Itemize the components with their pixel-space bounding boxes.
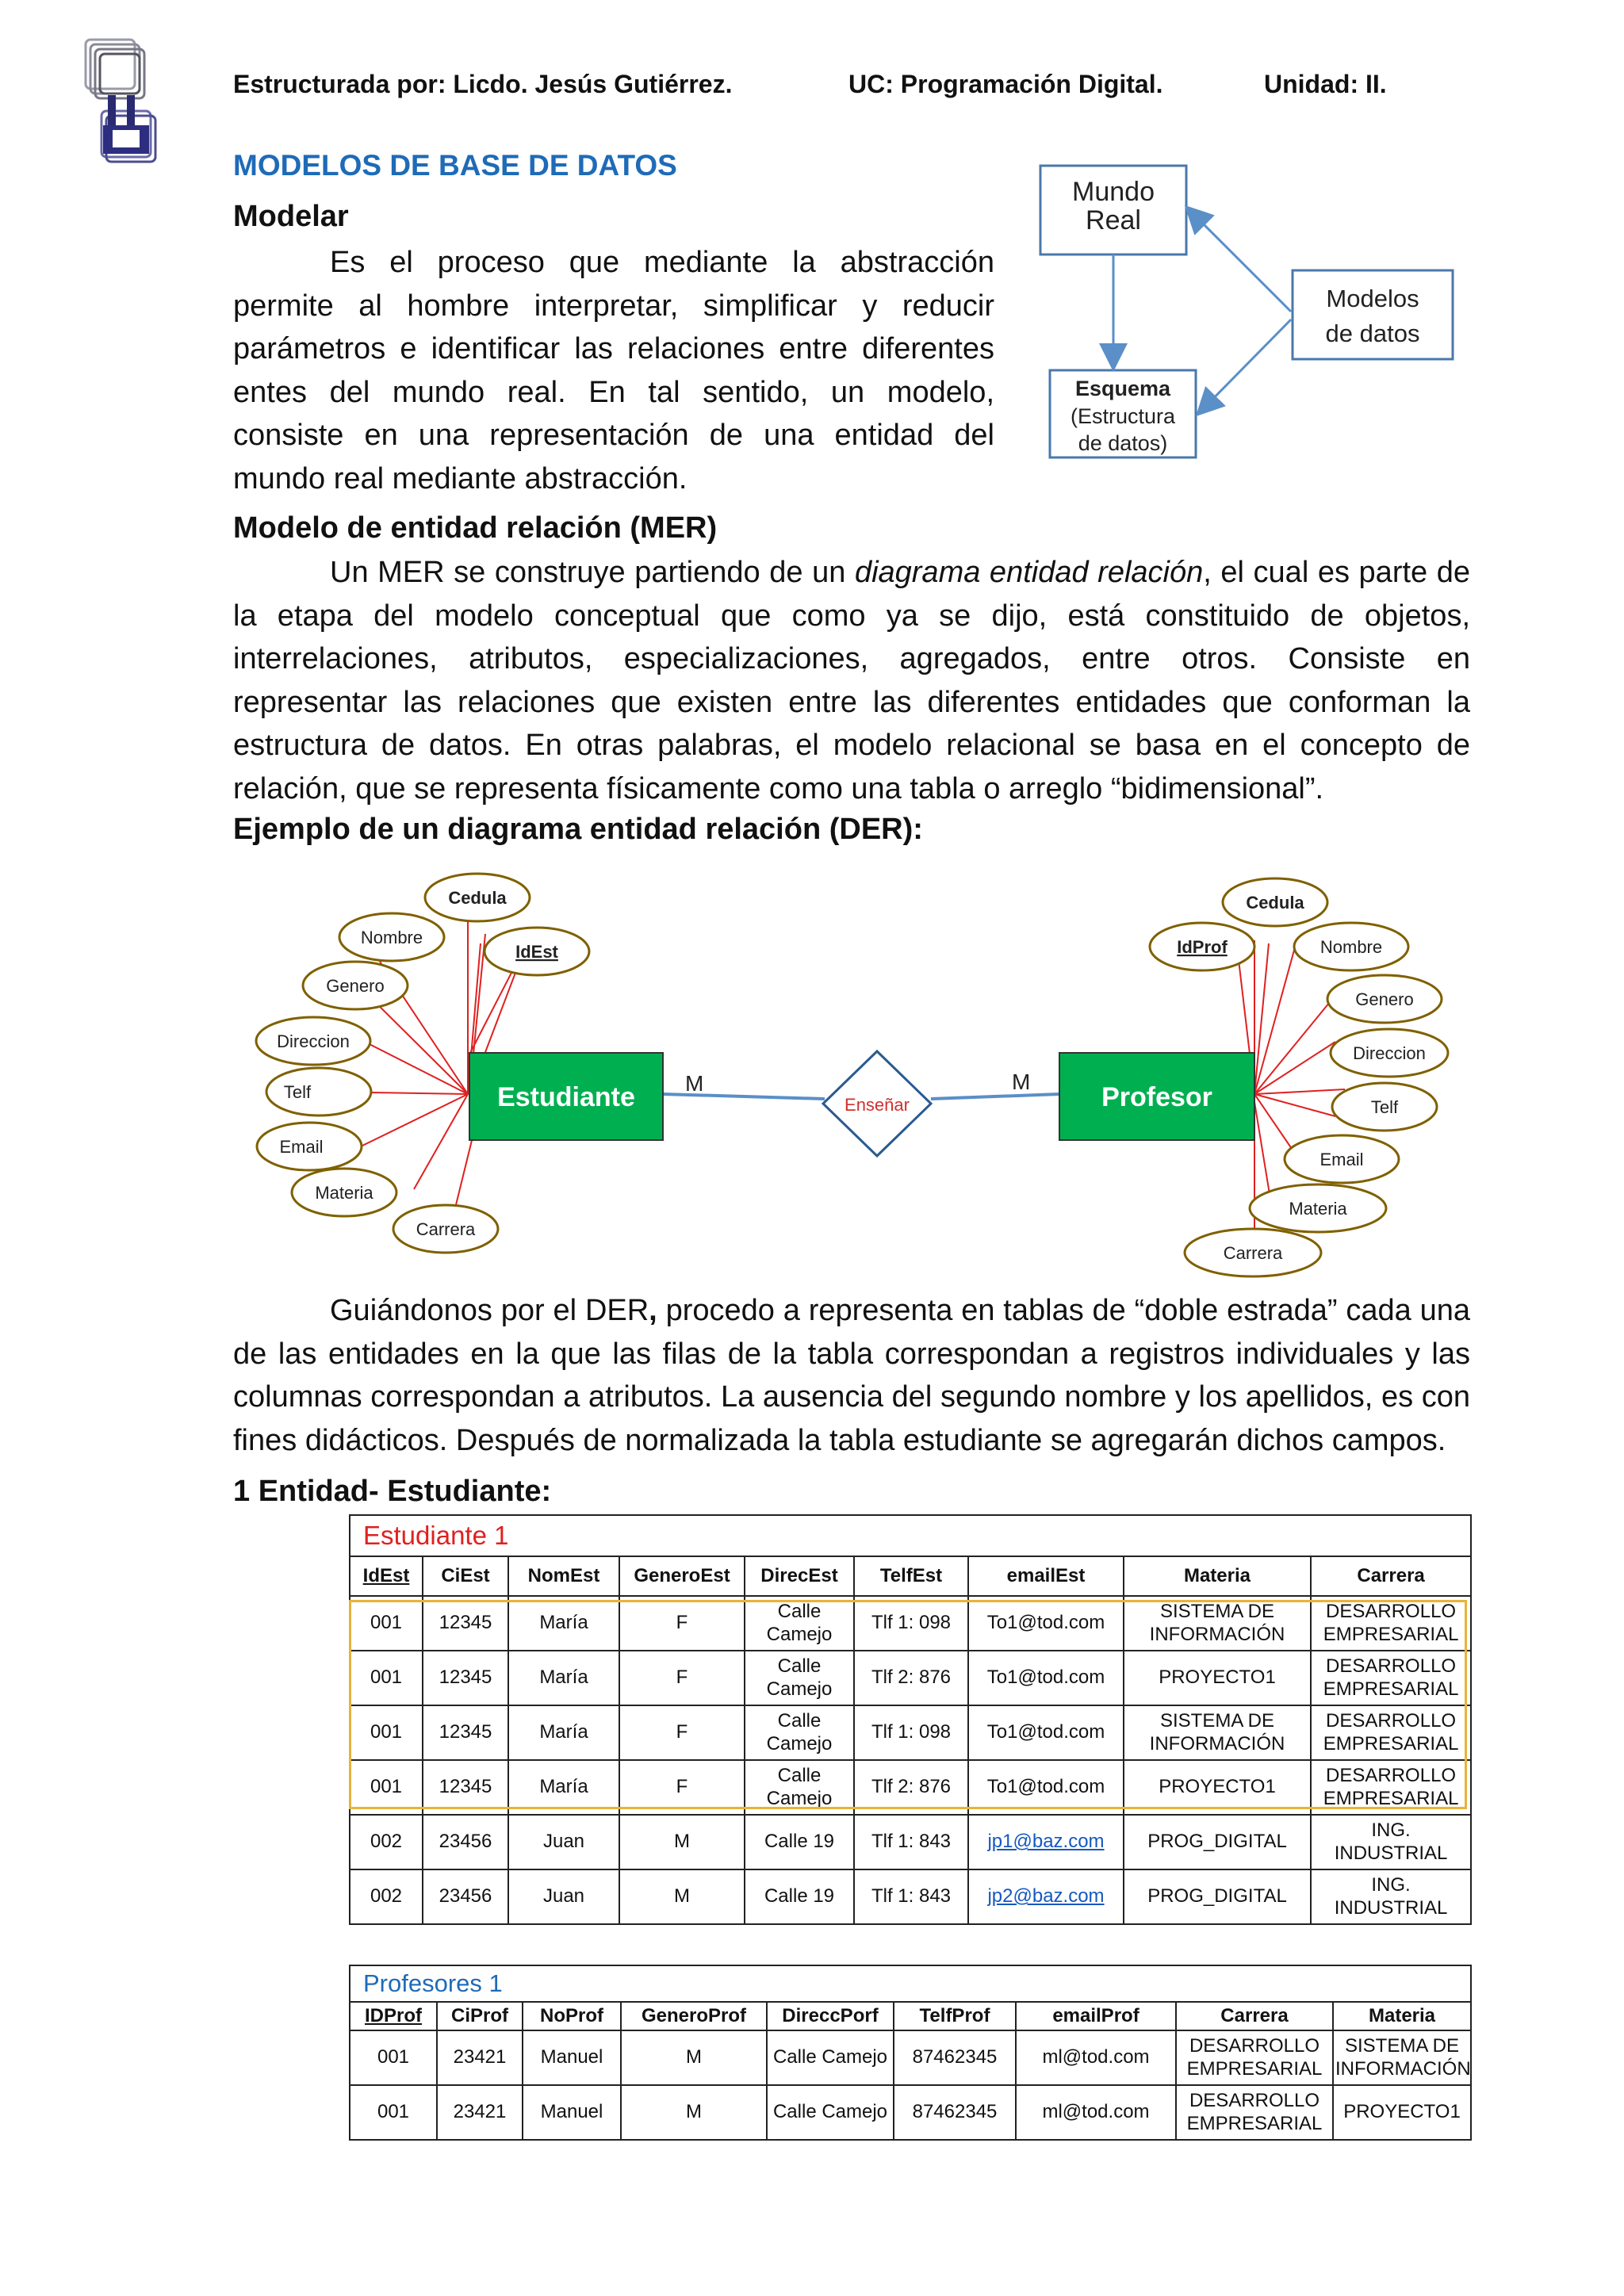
cell: María [508,1651,619,1705]
cell: María [508,1596,619,1651]
email-link[interactable]: jp1@baz.com [968,1815,1124,1869]
col-direcest: DirecEst [745,1556,854,1596]
cell: DESARROLLO EMPRESARIAL [1176,2030,1333,2085]
col-generoest: GeneroEst [619,1556,745,1596]
model-flow-diagram [1031,155,1475,472]
esquema-label-3: de datos) [1078,431,1168,455]
relation-line-right [931,1094,1059,1099]
modelar-paragraph [233,241,994,500]
mundo-real-label-2: Real [1086,205,1141,235]
col-noprof: NoProf [523,2002,621,2030]
cell: Tlf 1: 843 [854,1815,968,1869]
mer-body-start: Un MER se construye partiendo de un [330,556,855,589]
cell: Manuel [523,2085,621,2140]
cell: PROYECTO1 [1333,2085,1471,2140]
table-row [350,1815,1471,1869]
col-idprof: IDProf [350,2002,437,2030]
attr-right-materia: Materia [1289,1199,1347,1219]
cell: DESARROLLO EMPRESARIAL [1311,1596,1471,1651]
col-nomest: NomEst [508,1556,619,1596]
cell: F [619,1705,745,1760]
attr-right-telf: Telf [1370,1097,1399,1117]
cell: To1@tod.com [968,1705,1124,1760]
table-profesores-caption: Profesores 1 [350,1965,1471,2002]
cell: PROG_DIGITAL [1124,1815,1311,1869]
col-carrera: Carrera [1311,1556,1471,1596]
cell: ml@tod.com [1016,2085,1176,2140]
attr-left-nombre: Nombre [360,928,423,947]
cell: Tlf 1: 843 [854,1869,968,1924]
guia-paragraph [233,1289,1470,1462]
cell: María [508,1760,619,1815]
table-row [350,2085,1471,2140]
cell: Juan [508,1815,619,1869]
guia-comma: , [649,1294,657,1327]
cell: PROYECTO1 [1124,1760,1311,1815]
cell: To1@tod.com [968,1596,1124,1651]
arrow-modelos-mundo [1188,209,1291,312]
cell: 001 [350,1760,423,1815]
cell: 87462345 [894,2030,1016,2085]
col-ciest: CiEst [423,1556,508,1596]
attr-right-carrera: Carrera [1223,1243,1283,1263]
cell: Tlf 1: 098 [854,1705,968,1760]
cell: Manuel [523,2030,621,2085]
header-unit: Unidad: II. [1264,70,1387,98]
cell: Calle Camejo [767,2085,894,2140]
col-carrera: Carrera [1176,2002,1333,2030]
cardinality-right: M [1012,1070,1031,1094]
cell: 001 [350,1651,423,1705]
cell: 001 [350,1705,423,1760]
col-direccporf: DireccPorf [767,2002,894,2030]
cell: 002 [350,1869,423,1924]
attr-left-genero: Genero [326,976,385,996]
cell: 001 [350,2085,437,2140]
col-generoprof: GeneroProf [621,2002,767,2030]
header-author: Estructurada por: Licdo. Jesús Gutiérrez. [233,70,733,98]
cell: Calle Camejo [745,1651,854,1705]
col-materia: Materia [1333,2002,1471,2030]
col-emailprof: emailProf [1016,2002,1176,2030]
col-ciprof: CiProf [437,2002,523,2030]
col-telfprof: TelfProf [894,2002,1016,2030]
col-materia: Materia [1124,1556,1311,1596]
mundo-real-label-1: Mundo [1072,177,1155,207]
cell: PROYECTO1 [1124,1651,1311,1705]
cell: 002 [350,1815,423,1869]
table-estudiante-caption: Estudiante 1 [350,1515,1471,1556]
relation-ensenar-label: Enseñar [845,1095,910,1115]
cell: M [619,1815,745,1869]
cell: To1@tod.com [968,1760,1124,1815]
cell: M [621,2085,767,2140]
cell: DESARROLLO EMPRESARIAL [1311,1651,1471,1705]
email-link[interactable]: jp2@baz.com [968,1869,1124,1924]
cell: F [619,1651,745,1705]
modelar-body: Es el proceso que mediante la abstracción permite al hombre interpretar, simplificar y reducir parámetros e identificar las relaciones entre diferentes entes del mundo real. En tal sentido, un modelo, consiste en una representación de una entidad del mundo real mediante abstracción. [233,246,994,496]
esquema-label-2: (Estructura [1070,404,1176,428]
mer-paragraph [233,551,1470,810]
cell: ING. INDUSTRIAL [1311,1869,1471,1924]
table-profesores [349,1965,1472,2141]
entity-profesor-label: Profesor [1101,1082,1212,1112]
arrow-modelos-esquema [1199,320,1291,413]
cell: 12345 [423,1705,508,1760]
cell: M [621,2030,767,2085]
modelos-label-1: Modelos [1326,285,1419,312]
cell: Calle 19 [745,1869,854,1924]
col-emailest: emailEst [968,1556,1124,1596]
cell: SISTEMA DE INFORMACIÓN [1124,1596,1311,1651]
cell: Tlf 2: 876 [854,1760,968,1815]
cell: 87462345 [894,2085,1016,2140]
cell: PROG_DIGITAL [1124,1869,1311,1924]
attr-left-materia: Materia [315,1183,373,1203]
redundancy-highlight [349,1600,1467,1809]
cell: Tlf 2: 876 [854,1651,968,1705]
cardinality-left: M [685,1071,704,1096]
logo-icon [79,32,167,166]
cell: 001 [350,1596,423,1651]
mer-body-end: , el cual es parte de la etapa del modelo conceptual que como ya se dijo, está constituido de objetos, interrelaciones, atributos, especializaciones, agregados, entre otros. Consiste en representar las relaciones que existen entre las diferentes entidades que conforman la estructura de datos. En otras palabras, el modelo relacional se basa en el concepto de relación, que se representa físicamente como una tabla o arreglo “bidimensional”. [233,556,1471,806]
cell: F [619,1760,745,1815]
cell: DESARROLLO EMPRESARIAL [1311,1760,1471,1815]
mer-body-italic: diagrama entidad relación [854,556,1204,589]
entity-estudiante-label: Estudiante [497,1082,635,1112]
cell: Calle Camejo [745,1596,854,1651]
table-row [350,2030,1471,2085]
section-title: MODELOS DE BASE DE DATOS [233,149,677,182]
guia-part1: Guiándonos por el DER [330,1294,649,1327]
entidad-heading: 1 Entidad- Estudiante: [233,1475,552,1508]
er-diagram [238,864,1475,1292]
cell: Calle 19 [745,1815,854,1869]
der-heading: Ejemplo de un diagrama entidad relación (DER): [233,813,923,846]
attr-left-telf: Telf [283,1082,312,1102]
attr-right-cedula: Cedula [1246,893,1304,913]
attr-left-carrera: Carrera [416,1219,476,1239]
esquema-label-1: Esquema [1074,377,1171,400]
table-estudiante-header [350,1556,1471,1596]
modelar-heading: Modelar [233,200,349,233]
mer-heading: Modelo de entidad relación (MER) [233,511,718,545]
cell: Tlf 1: 098 [854,1596,968,1651]
cell: 12345 [423,1760,508,1815]
attr-right-direccion: Direccion [1353,1043,1426,1063]
cell: María [508,1705,619,1760]
cell: 12345 [423,1596,508,1651]
cell: DESARROLLO EMPRESARIAL [1311,1705,1471,1760]
modelos-label-2: de datos [1325,320,1420,347]
cell: ml@tod.com [1016,2030,1176,2085]
cell: Calle Camejo [767,2030,894,2085]
cell: Juan [508,1869,619,1924]
cell: SISTEMA DE INFORMACIÓN [1333,2030,1471,2085]
cell: 001 [350,2030,437,2085]
cell: 12345 [423,1651,508,1705]
attr-left-idest: IdEst [515,942,558,962]
cell: M [619,1869,745,1924]
attr-right-nombre: Nombre [1320,937,1383,957]
cell: 23456 [423,1869,508,1924]
header-course: UC: Programación Digital. [848,70,1163,98]
cell: Calle Camejo [745,1705,854,1760]
table-row [350,1869,1471,1924]
attr-right-email: Email [1320,1150,1364,1169]
cell: 23421 [437,2030,523,2085]
col-idest: IdEst [350,1556,423,1596]
cell: DESARROLLO EMPRESARIAL [1176,2085,1333,2140]
table-profesores-header [350,2002,1471,2030]
attr-left-cedula: Cedula [448,888,507,908]
cell: ING. INDUSTRIAL [1311,1815,1471,1869]
col-telfest: TelfEst [854,1556,968,1596]
cell: To1@tod.com [968,1651,1124,1705]
attr-left-direccion: Direccion [277,1031,350,1051]
cell: F [619,1596,745,1651]
attr-right-genero: Genero [1355,989,1414,1009]
attr-left-email: Email [279,1137,324,1157]
cell: 23421 [437,2085,523,2140]
cell: Calle Camejo [745,1760,854,1815]
cell: 23456 [423,1815,508,1869]
attr-right-idprof: IdProf [1177,937,1228,957]
guia-part2: procedo a representa en tablas de “doble estrada” cada una de las entidades en la que las filas de la tabla correspondan a registros individuales y las columnas correspondan a atributos. La ausencia del segundo nombre y los apellidos, es con fines didácticos. Después de normalizada la tabla estudiante se agregarán dichos campos. [233,1294,1470,1457]
cell: SISTEMA DE INFORMACIÓN [1124,1705,1311,1760]
